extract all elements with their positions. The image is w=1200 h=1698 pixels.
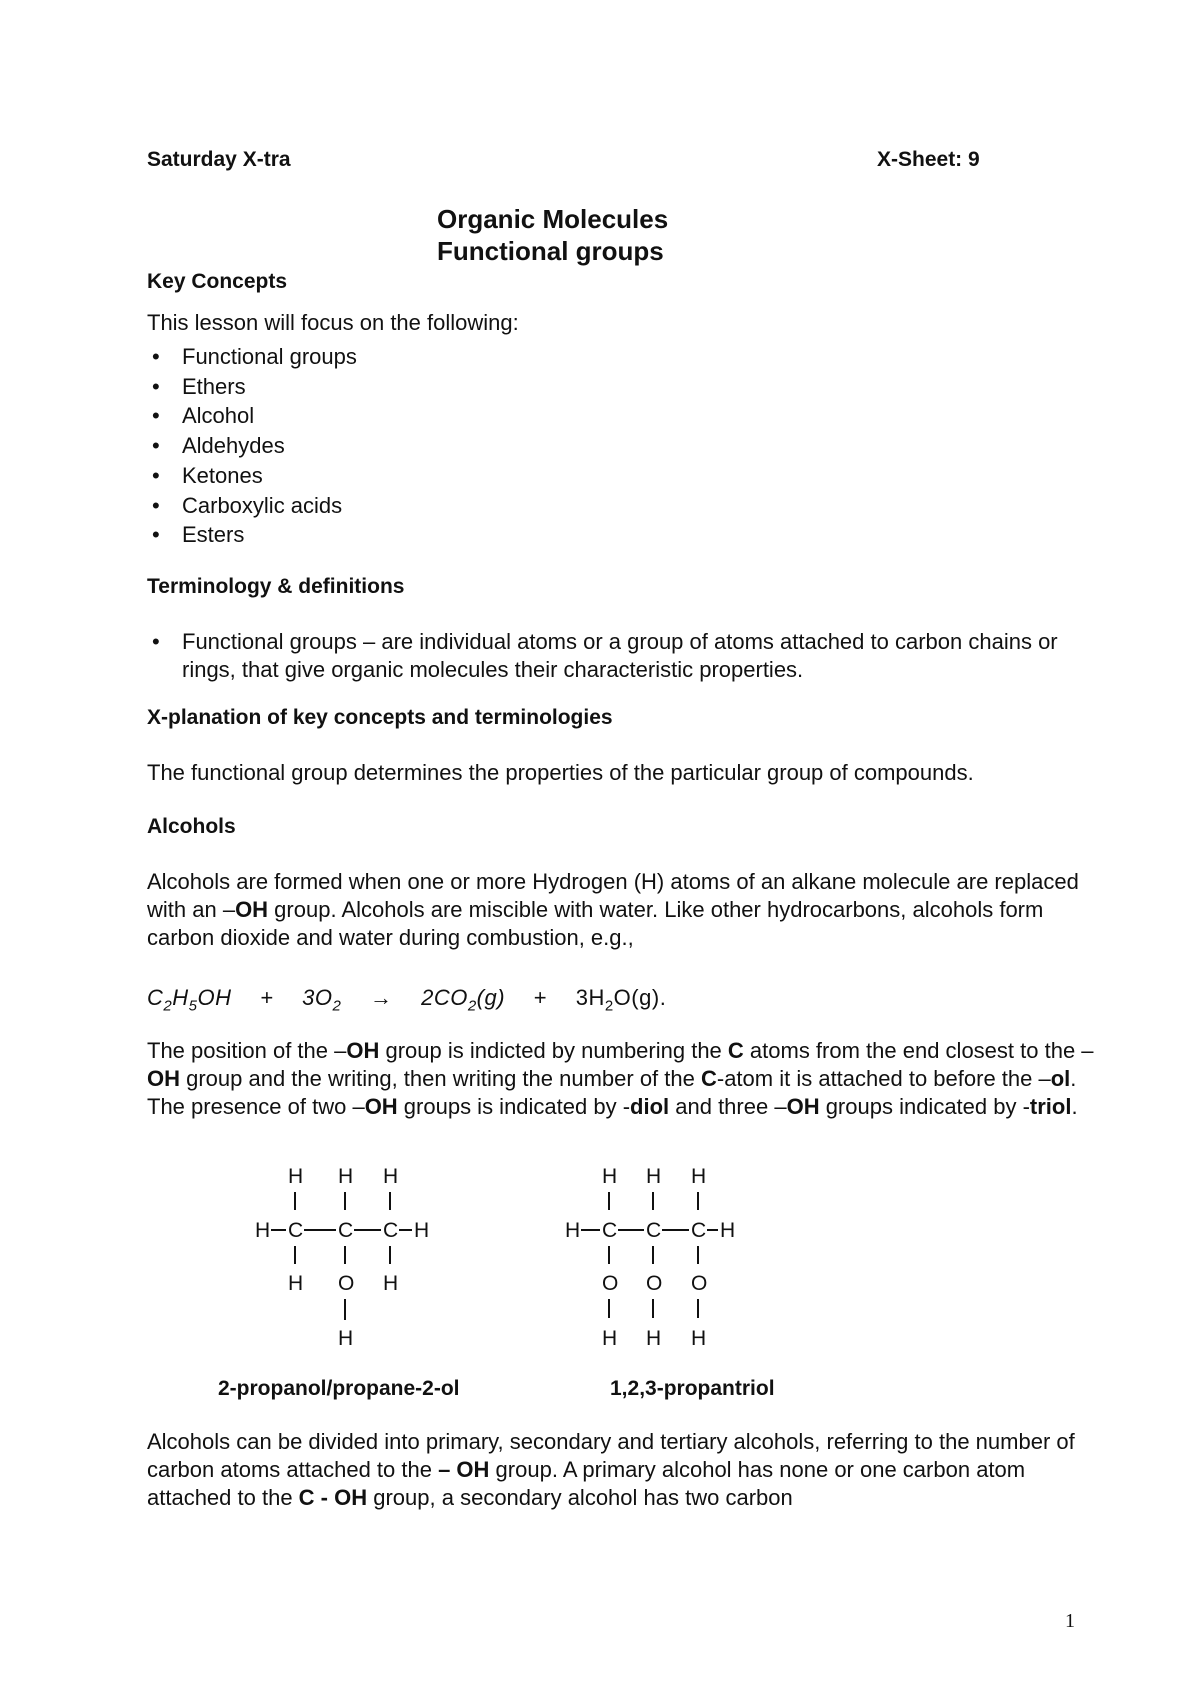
atom-label: H [383, 1165, 399, 1188]
text-run: group, a secondary alcohol has two carbon [367, 1485, 793, 1510]
atom-label: C [602, 1219, 618, 1242]
eq-product-2: $3H_2O(g)$. [575, 985, 667, 1015]
list-item: • Esters [147, 520, 357, 550]
terminology-heading: Terminology & definitions [147, 575, 405, 598]
eq-plus-1: + [260, 985, 274, 1010]
list-item: • Functional groups [147, 342, 357, 372]
eq-reactant-2: $3O_2$ [302, 985, 342, 1015]
propanol-structure [240, 1160, 460, 1365]
molecule1-caption: 2-propanol/propane-2-ol [218, 1377, 460, 1400]
text-run: The position of the – [147, 1038, 347, 1063]
text-run: and three – [669, 1094, 787, 1119]
list-item: • Alcohol [147, 401, 357, 431]
atom-label: H [646, 1165, 662, 1188]
text-run: . The presence of two – [147, 1066, 1077, 1119]
text-run-bold: C [700, 1066, 717, 1091]
eq-arrow: → [369, 985, 393, 1010]
definition-term: Functional groups [182, 629, 357, 654]
list-item: • Ketones [147, 461, 357, 491]
text-run-bold: OH [786, 1094, 820, 1119]
atom-label: O [602, 1272, 619, 1295]
atom-label: H [383, 1272, 399, 1295]
atom-label: H [691, 1165, 707, 1188]
atom-label: C [383, 1219, 399, 1242]
atom-label: H [255, 1219, 271, 1242]
text-run-bold: C [727, 1038, 744, 1063]
atom-label: H [602, 1327, 618, 1350]
atom-label: H [691, 1327, 707, 1350]
text-run-bold: OH [147, 1066, 180, 1091]
text-run: group. A primary alcohol has none or one carbon atom attached to the [147, 1457, 1026, 1510]
alcohols-paragraph-3 [147, 1428, 1107, 1512]
alcohols-paragraph-2 [147, 1037, 1107, 1121]
text-run-bold: OH [364, 1094, 398, 1119]
text-run: atoms from the end closest to the – [743, 1038, 1094, 1063]
text-run: Alcohols are formed when one or more Hydrogen (H) atoms of an alkane molecule are replaced with an – [147, 869, 1079, 922]
definition-item [147, 628, 1107, 684]
atom-label: C [691, 1219, 707, 1242]
text-run: group. Alcohols are miscible with water. Like other hydrocarbons, alcohols form carbon dioxide and water during combustion, e.g., [147, 897, 1044, 950]
atom-label: H [288, 1272, 304, 1295]
xplanation-text: The functional group determines the properties of the particular group of compounds. [147, 760, 974, 785]
atom-label: H [338, 1327, 354, 1350]
text-run: . [1071, 1094, 1078, 1119]
combustion-equation [147, 985, 666, 1014]
text-run: groups is indicated by - [397, 1094, 631, 1119]
atom-label: H [288, 1165, 304, 1188]
atom-label: O [338, 1272, 355, 1295]
key-concepts-list [147, 342, 357, 550]
atom-label: C [288, 1219, 304, 1242]
atom-label: H [720, 1219, 736, 1242]
text-run-bold: OH [346, 1038, 380, 1063]
atom-label: H [565, 1219, 581, 1242]
atom-label: H [414, 1219, 430, 1242]
propantriol-structure [548, 1160, 768, 1365]
alcohols-paragraph-1 [147, 868, 1107, 952]
text-run-bold: OH [235, 897, 269, 922]
atom-label: H [646, 1327, 662, 1350]
text-run: group is indicted by numbering the [379, 1038, 728, 1063]
text-run: Alcohols can be divided into primary, secondary and tertiary alcohols, referring to the number of carbon atoms attached to the [147, 1429, 1075, 1482]
text-run: groups indicated by - [819, 1094, 1030, 1119]
atom-label: C [338, 1219, 354, 1242]
eq-reactant-1: $C_2H_5OH$ [147, 985, 232, 1015]
xplanation-heading: X-planation of key concepts and terminologies [147, 706, 613, 729]
key-concepts-heading: Key Concepts [147, 270, 288, 293]
text-run-bold: – OH [438, 1457, 490, 1482]
eq-plus-2: + [533, 985, 548, 1010]
text-run: group and the writing, then writing the number of the [180, 1066, 701, 1091]
alcohols-heading: Alcohols [147, 815, 236, 838]
atom-label: O [646, 1272, 663, 1295]
title-line2: Functional groups [437, 236, 664, 266]
header-right: X-Sheet: 9 [877, 148, 980, 171]
molecule2-caption: 1,2,3-propantriol [610, 1377, 775, 1400]
title-line1: Organic Molecules [437, 204, 669, 234]
key-concepts-intro: This lesson will focus on the following: [147, 310, 519, 335]
atom-label: H [602, 1165, 618, 1188]
atom-label: H [338, 1165, 354, 1188]
text-run-bold: C - OH [298, 1485, 368, 1510]
list-item: • Ethers [147, 372, 357, 402]
text-run: -atom it is attached to before the – [716, 1066, 1051, 1091]
atom-label: O [691, 1272, 708, 1295]
list-item: • Carboxylic acids [147, 491, 357, 521]
eq-product-1: $2CO_2(g)$ [421, 985, 506, 1015]
page-number: 1 [1065, 1610, 1075, 1632]
text-run-bold: ol [1050, 1066, 1071, 1091]
list-item: • Aldehydes [147, 431, 357, 461]
atom-label: C [646, 1219, 662, 1242]
definition-text: – are individual atoms or a group of atoms attached to carbon chains or rings, that give organic molecules their characteristic properties. [182, 629, 1058, 682]
text-run-bold: triol [1029, 1094, 1072, 1119]
header-left: Saturday X-tra [147, 148, 291, 171]
text-run-bold: diol [630, 1094, 670, 1119]
